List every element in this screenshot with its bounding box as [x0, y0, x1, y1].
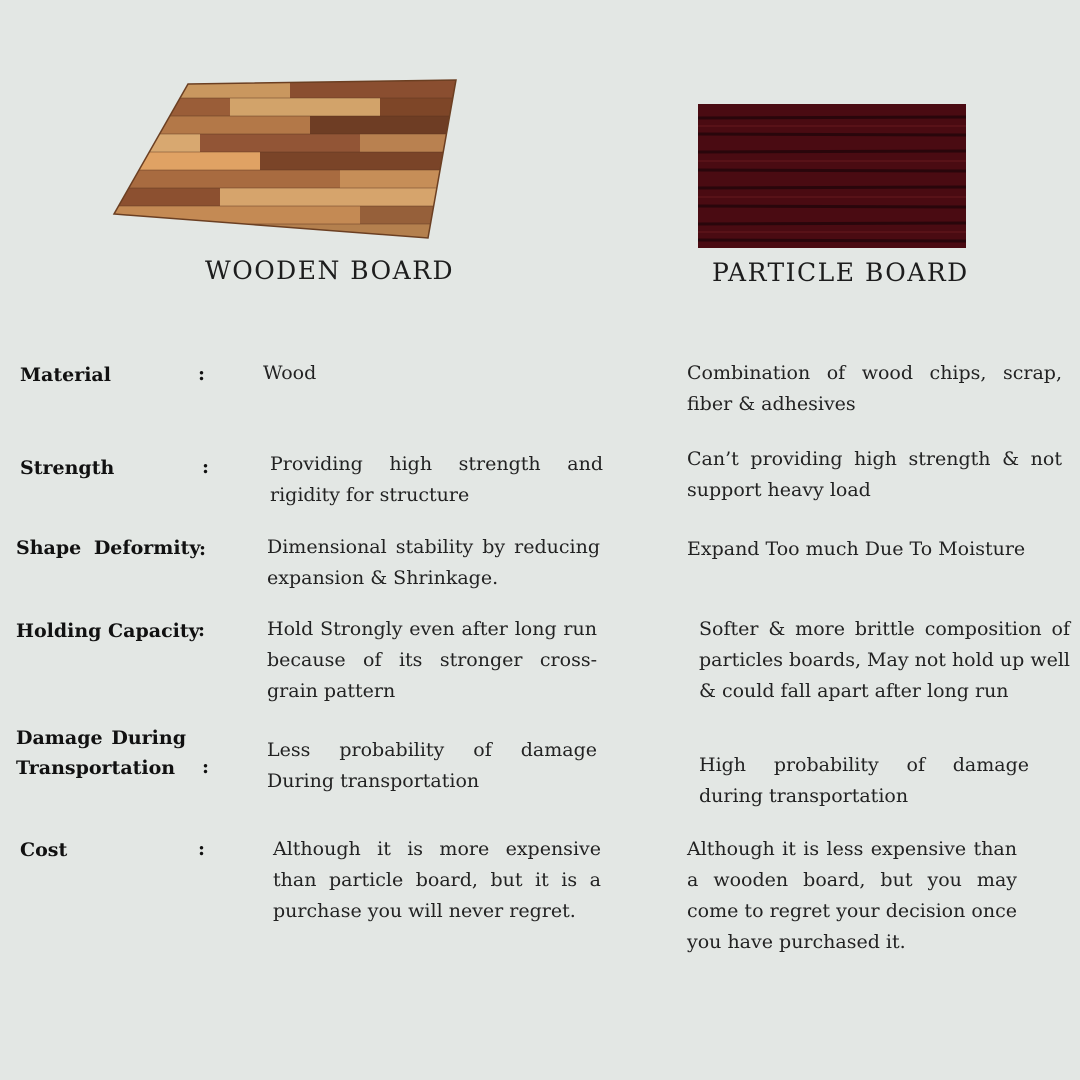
wooden-board-image — [110, 78, 460, 240]
row-colon-material: : — [198, 363, 206, 385]
wooden-cost-value: Although it is more expensive than particle board, but it is a purchase you will never regret. — [273, 838, 601, 922]
particle-damage-during-transportation-value: High probability of damage during transportation — [699, 754, 1029, 807]
particle-holding-capacity-value: Softer & more brittle composition of particles boards, May not hold up well & could fall apart after long run — [699, 618, 1071, 702]
wooden-shape-deformity-value: Dimensional stability by reducing expansion & Shrinkage. — [267, 536, 600, 589]
row-colon-shape-deformity: : — [199, 538, 207, 560]
row-label-strength: Strength — [20, 457, 115, 479]
particle-board-image — [698, 104, 966, 248]
particle-shape-deformity-value: Expand Too much Due To Moisture — [687, 538, 1026, 560]
wooden-damage-during-transportation-value: Less probability of damage During transportation — [267, 739, 597, 792]
wooden-holding-capacity-value: Hold Strongly even after long run because of its stronger cross-grain pattern — [267, 618, 597, 702]
row-label-shape-deformity: Shape Deformity — [16, 537, 201, 559]
row-label-damage-during-transportation: Damage During Transportation — [16, 727, 186, 779]
particle-material-value: Combination of wood chips, scrap, fiber & adhesives — [687, 362, 1062, 415]
row-label-cost: Cost — [20, 839, 68, 861]
wooden-strength-value: Providing high strength and rigidity for structure — [270, 453, 603, 506]
row-label-holding-capacity: Holding Capacity — [16, 620, 200, 642]
particle-strength-value: Can’t providing high strength & not support heavy load — [687, 448, 1062, 501]
row-colon-damage-during-transportation: : — [202, 756, 210, 778]
particle-cost-value: Although it is less expensive than a wooden board, but you may come to regret your decision once you have purchased it. — [687, 838, 1017, 953]
wooden-board-heading: WOODEN BOARD — [205, 256, 455, 285]
row-colon-cost: : — [198, 838, 206, 860]
row-colon-holding-capacity: : — [198, 619, 206, 641]
particle-board-heading: PARTICLE BOARD — [712, 258, 969, 287]
row-label-material: Material — [20, 364, 111, 386]
wooden-material-value: Wood — [263, 362, 317, 384]
row-colon-strength: : — [202, 456, 210, 478]
